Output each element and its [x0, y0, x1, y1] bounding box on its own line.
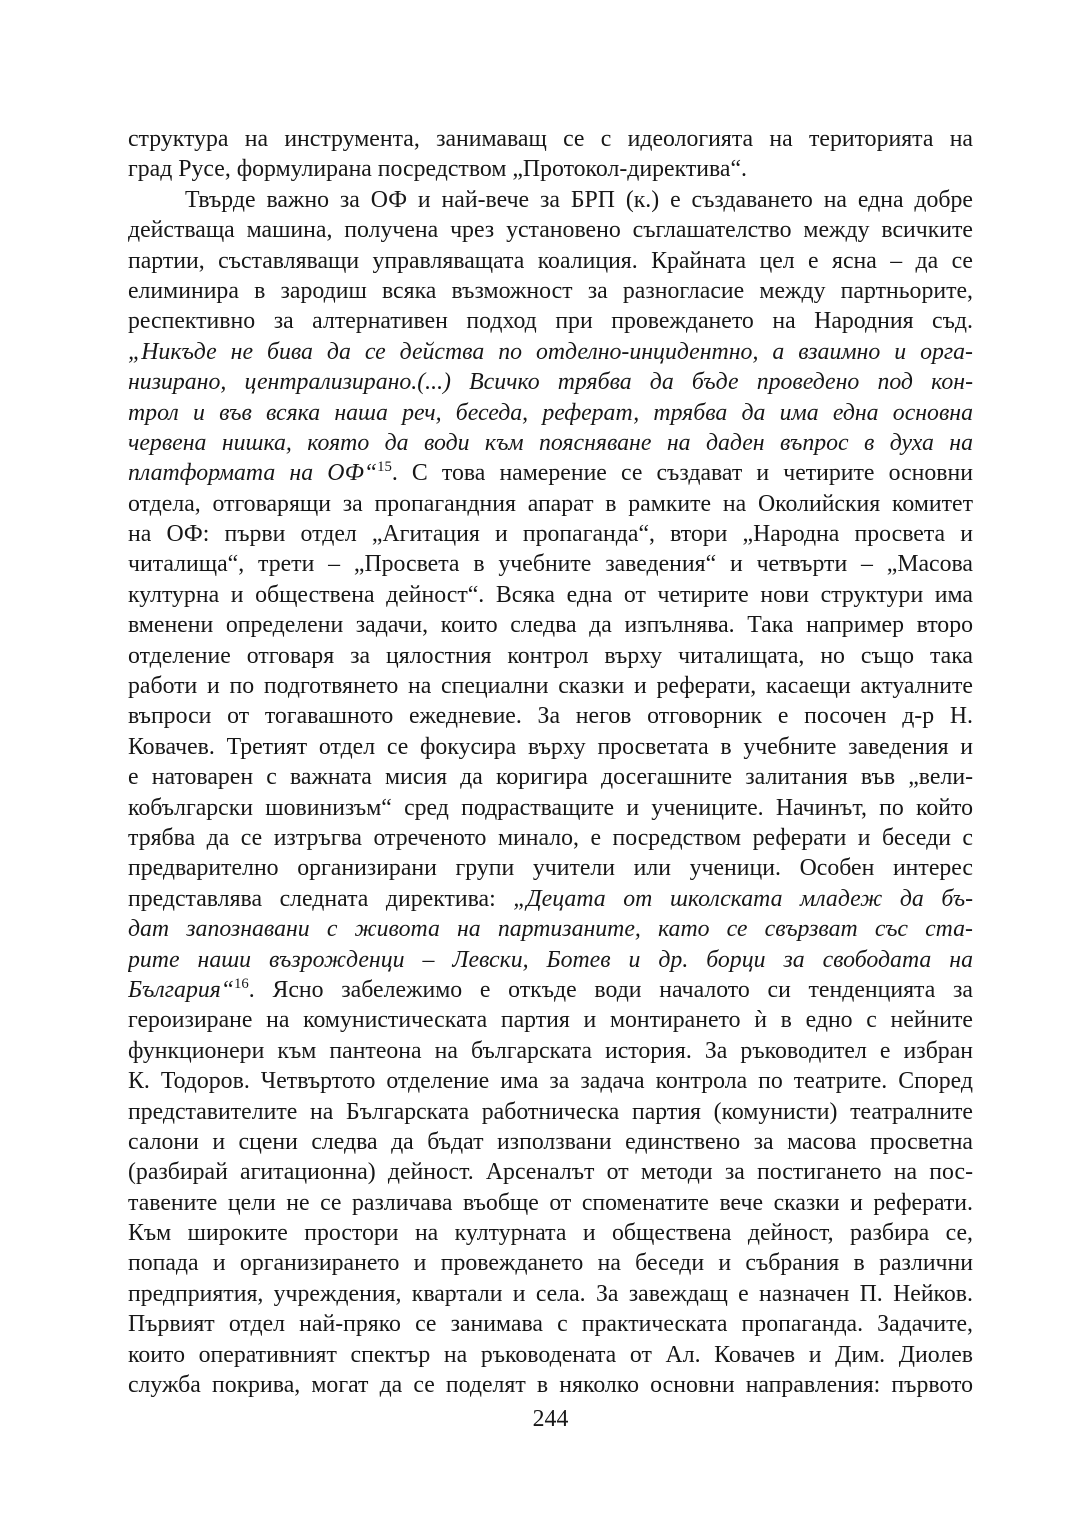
text-run: (разбирай агитационна) дейност. Арсеналът от методи за постигането на пос- [128, 1159, 973, 1186]
quoted-text-run: червена нишка, която да води към поясняване на даден въпрос в духа на [128, 429, 973, 456]
text-run: респективно за алтернативен подход при провеждането на Народния съд. [128, 308, 973, 335]
text-run: кобългарски шовинизъм“ сред подрастващите и учениците. Начинът, по който [128, 794, 973, 821]
footnote-marker: 15 [377, 459, 392, 476]
text-run: Към широките простори на културната и обществена дейност, разбира се, [128, 1220, 973, 1247]
text-run: представлява следната директива: [128, 885, 514, 912]
text-line [128, 306, 973, 336]
quoted-text-run: дат запознавани с живота на партизаните, като се свързват със ста- [128, 916, 973, 943]
text-run: вменени определени задачи, които следва да изпълнява. Така например второ [128, 612, 973, 639]
text-run: които оперативният спектър на ръководената от Ал. Ковачев и Дим. Диолев [128, 1341, 973, 1368]
text-line [128, 1340, 973, 1370]
text-line [128, 671, 973, 701]
text-run: служба покрива, могат да се поделят в няколко основни направления: първото [128, 1372, 973, 1399]
text-line [128, 276, 973, 306]
text-run: . Ясно забележимо е откъде води началото си тенденцията за [248, 976, 973, 1003]
text-line [128, 549, 973, 579]
text-run: . С това намерение се създават и четирите основни [391, 460, 973, 487]
page-text [128, 124, 973, 1400]
text-run: предприятия, учреждения, квартали и села. За завеждащ е назначен П. Нейков. [128, 1280, 973, 1307]
text-run: работи и по подготвянето на специални сказки и реферати, касаещи актуалните [128, 673, 973, 700]
text-line [128, 367, 973, 397]
text-run: попада и организирането и провеждането на беседи и събрания в различни [128, 1250, 973, 1277]
footnote-marker: 16 [234, 976, 249, 993]
text-line [128, 337, 973, 367]
text-line [128, 398, 973, 428]
text-line [128, 154, 973, 184]
text-line [128, 884, 973, 914]
text-line [128, 610, 973, 640]
text-line [128, 823, 973, 853]
text-run: салони и сцени следва да бъдат използвани единствено за масова просветна [128, 1128, 973, 1155]
quoted-text-run: трол и във всяка наша реч, беседа, реферат, трябва да има една основна [128, 399, 973, 426]
text-run: културна и обществена дейност“. Всяка една от четирите нови структури има [128, 581, 973, 608]
text-line [128, 1370, 973, 1400]
text-line [128, 1309, 973, 1339]
text-line [128, 185, 973, 215]
text-line [128, 914, 973, 944]
text-line [128, 1097, 973, 1127]
text-run: К. Тодоров. Четвъртото отделение има за задача контрола по театрите. Според [128, 1068, 973, 1095]
text-line [128, 1036, 973, 1066]
text-line [128, 793, 973, 823]
text-run: е натоварен с важната мисия да коригира досегашните залитания във „вели- [128, 764, 973, 791]
quoted-text-run: България“ [128, 976, 235, 1003]
text-run: тавените цели не се различава въобще от споменатите вече сказки и реферати. [128, 1189, 973, 1216]
text-run: отделение отговаря за цялостния контрол върху читалищата, но също така [128, 642, 973, 669]
text-line [128, 762, 973, 792]
text-line [128, 1157, 973, 1187]
text-line [128, 641, 973, 671]
text-run: представителите на Българската работническа партия (комунисти) театралните [128, 1098, 973, 1125]
text-line [128, 945, 973, 975]
text-line [128, 853, 973, 883]
text-run: структура на инструмента, занимаващ се с идеологията на територията на [128, 126, 973, 152]
text-run: трябва да се изтръгва отреченото минало, е посредством реферати и беседи с [128, 824, 973, 851]
text-line [128, 458, 973, 488]
text-run: предварително организирани групи учители или ученици. Особен интерес [128, 855, 973, 882]
text-line [128, 580, 973, 610]
text-line [128, 1248, 973, 1278]
quoted-text-run: платформата на ОФ“ [128, 460, 378, 487]
text-run: елиминира в зародиш всяка възможност за разногласие между партньорите, [128, 277, 973, 304]
text-line [128, 732, 973, 762]
text-run: действаща машина, получена чрез установено съглашателство между всичките [128, 217, 973, 244]
text-run: читалища“, трети – „Просвета в учебните заведения“ и четвърти – „Масова [128, 551, 973, 578]
text-line [128, 215, 973, 245]
text-run: въпроси от тогавашното ежедневие. За негов отговорник е посочен д-р Н. [128, 703, 973, 730]
text-line [128, 246, 973, 276]
text-run: Ковачев. Третият отдел се фокусира върху просветата в учебните заведения и [128, 733, 973, 760]
text-run: отдела, отговарящи за пропагандния апарат в рамките на Околийския комитет [128, 490, 973, 517]
page-number: 244 [532, 1406, 569, 1432]
text-run: функционери към пантеона на българската история. За ръководител е избран [128, 1037, 973, 1064]
text-run: партии, съставляващи управляващата коалиция. Крайната цел е ясна – да се [128, 247, 973, 274]
text-line [128, 701, 973, 731]
quoted-text-run: низирано, централизирано.(...) Всичко трябва да бъде проведено под кон- [128, 369, 973, 396]
text-line [128, 489, 973, 519]
text-run: Твърде важно за ОФ и най-вече за БРП (к.) е създаването на една добре [185, 186, 973, 213]
text-line [128, 1127, 973, 1157]
text-line [128, 519, 973, 549]
text-run: град Русе, формулирана посредством „Протокол-директива“. [128, 156, 747, 183]
text-run: на ОФ: първи отдел „Агитация и пропаганда“, втори „Народна просвета и [128, 521, 973, 548]
quoted-text-run: „Децата от школската младеж да бъ- [513, 885, 973, 912]
text-line [128, 1005, 973, 1035]
quoted-text-run: рите наши възрожденци – Левски, Ботев и др. борци за свободата на [128, 946, 973, 973]
quoted-text-run: „Никъде не бива да се действа по отделно-инцидентно, а взаимно и орга- [128, 338, 973, 365]
text-line [128, 1279, 973, 1309]
text-line [128, 1066, 973, 1096]
text-line [128, 1218, 973, 1248]
text-line [128, 975, 973, 1005]
text-line [128, 124, 973, 154]
text-line [128, 428, 973, 458]
text-run: Първият отдел най-пряко се занимава с практическата пропаганда. Задачите, [128, 1311, 973, 1338]
text-line [128, 1188, 973, 1218]
text-run: героизиране на комунистическата партия и монтирането ѝ в едно с нейните [128, 1007, 973, 1034]
